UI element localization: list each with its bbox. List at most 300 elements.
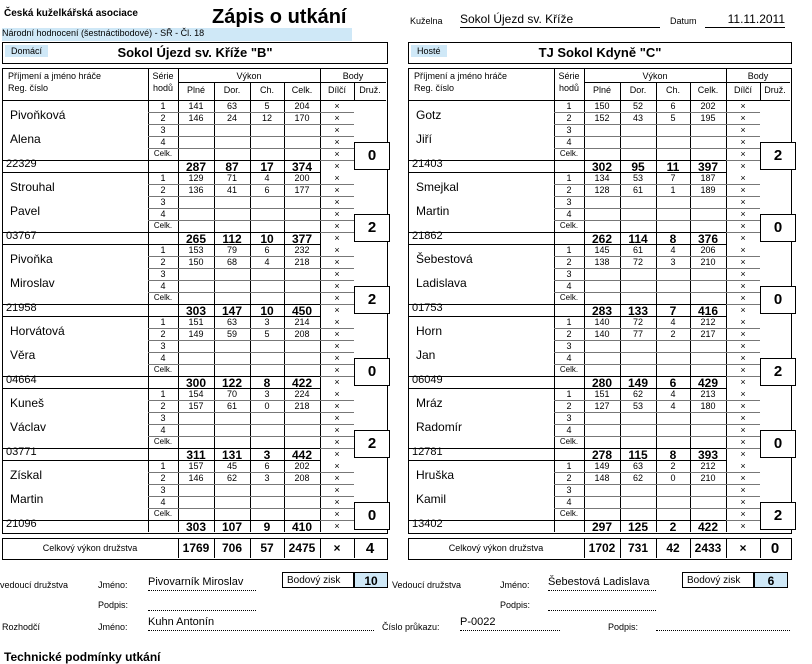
home-player-points: 0: [354, 358, 390, 386]
away-leader-name[interactable]: Šebestová Ladislava: [548, 576, 656, 591]
home-leader-signature[interactable]: [148, 596, 256, 611]
away-series-number: 4: [566, 353, 572, 363]
away-series-value: 1: [670, 185, 676, 195]
away-line: [408, 160, 554, 161]
away-series-value: 4: [670, 389, 676, 399]
referee-card-number[interactable]: P-0022: [460, 616, 560, 631]
referee-signature[interactable]: [656, 616, 790, 631]
home-series-number: 1: [160, 173, 166, 183]
away-player-total: 416: [697, 304, 719, 318]
home-series-value: 63: [226, 317, 237, 327]
home-series-value: 3: [264, 473, 270, 483]
away-player-firstname: Radomír: [416, 420, 463, 434]
home-series-value: 136: [188, 185, 204, 195]
away-player-total: 11: [666, 160, 680, 174]
home-partial-mark: ×: [334, 209, 340, 219]
home-series-header-2: hodů: [152, 83, 174, 93]
home-series-value: 157: [188, 401, 204, 411]
home-partial-mark: ×: [334, 185, 340, 195]
home-series-value: 200: [294, 173, 310, 183]
away-player-firstname: Jiří: [416, 132, 432, 146]
away-partial-mark: ×: [740, 377, 746, 387]
away-line: [408, 520, 554, 521]
home-series-value: 218: [294, 401, 310, 411]
home-partial-mark: ×: [334, 293, 340, 303]
home-series-number: 3: [160, 269, 166, 279]
away-player-total: 115: [628, 448, 648, 462]
home-line: [178, 82, 320, 83]
away-player-total: 429: [697, 376, 719, 390]
away-series-number: 3: [566, 197, 572, 207]
home-player-total: 303: [185, 304, 207, 318]
home-player-surname: Pivoňková: [10, 108, 66, 122]
away-series-value: 150: [594, 101, 610, 111]
home-player-total: 374: [291, 160, 313, 174]
home-series-value: 12: [261, 113, 272, 123]
home-partial-mark: ×: [334, 413, 340, 423]
referee-card-label: Číslo průkazu:: [382, 622, 440, 632]
away-series-number: 1: [566, 245, 572, 255]
home-player-total: 147: [221, 304, 243, 318]
away-partial-mark: ×: [740, 329, 746, 339]
away-series-number: 1: [566, 173, 572, 183]
home-series-number: 3: [160, 197, 166, 207]
away-partial-mark: ×: [740, 425, 746, 435]
away-series-total-label: Celk.: [559, 365, 579, 374]
away-series-number: 3: [566, 485, 572, 495]
venue-value[interactable]: Sokol Újezd sv. Kříže: [460, 12, 660, 28]
away-series-value: 72: [632, 257, 643, 267]
away-player-total: 302: [591, 160, 613, 174]
home-series-number: 1: [160, 389, 166, 399]
away-player-points: 2: [760, 142, 796, 170]
home-series-value: 6: [264, 461, 270, 471]
away-leader-signature[interactable]: [548, 596, 656, 611]
away-partial-mark: ×: [740, 221, 746, 231]
home-series-value: 214: [294, 317, 310, 327]
away-col-druz: Druž.: [764, 85, 786, 95]
referee-name-label: Jméno:: [98, 622, 128, 632]
away-partial-mark: ×: [740, 137, 746, 147]
home-series-value: 62: [226, 473, 237, 483]
home-series-number: 1: [160, 461, 166, 471]
venue-label: Kuželna: [410, 16, 443, 26]
home-series-number: 4: [160, 281, 166, 291]
away-series-number: 2: [566, 185, 572, 195]
away-partial-mark: ×: [740, 149, 746, 159]
away-series-value: 213: [700, 389, 716, 399]
home-team-tag: Domácí: [5, 45, 48, 57]
away-player-total: 393: [697, 448, 719, 462]
home-leader-name[interactable]: Pivovarník Miroslav: [148, 576, 256, 591]
home-player-total: 10: [260, 304, 274, 318]
away-total-label: Celkový výkon družstva: [448, 543, 544, 553]
away-player-total: 422: [697, 520, 719, 534]
home-player-reg: 21958: [6, 302, 37, 314]
home-series-value: 45: [226, 461, 237, 471]
home-series-number: 2: [160, 401, 166, 411]
away-line: [408, 376, 554, 377]
home-series-value: 5: [264, 329, 270, 339]
home-team-total-plne: 1769: [182, 541, 210, 555]
away-player-total: 95: [631, 160, 645, 174]
away-partial-mark: ×: [740, 293, 746, 303]
home-series-value: 63: [226, 101, 237, 111]
away-player-surname: Smejkal: [416, 180, 459, 194]
away-partial-mark: ×: [740, 473, 746, 483]
away-series-value: 43: [632, 113, 643, 123]
organization-name: Česká kuželkářská asociace: [4, 8, 138, 19]
away-team-header: [408, 42, 792, 64]
home-reg-header: Reg. číslo: [8, 83, 49, 93]
away-player-points: 2: [760, 358, 796, 386]
away-series-number: 1: [566, 389, 572, 399]
away-series-value: 189: [700, 185, 716, 195]
away-partial-mark: ×: [740, 281, 746, 291]
home-line: [2, 448, 148, 449]
home-series-value: 61: [226, 401, 237, 411]
away-player-total: 133: [627, 304, 649, 318]
home-series-value: 170: [294, 113, 310, 123]
home-partial-mark: ×: [334, 377, 340, 387]
referee-label: Rozhodčí: [2, 622, 41, 632]
home-series-value: 79: [226, 245, 237, 255]
away-line: [760, 82, 761, 100]
home-team-total-dor: 706: [221, 541, 243, 555]
home-series-value: 24: [226, 113, 237, 123]
away-team-total-celk: 2433: [694, 541, 722, 555]
away-partial-mark: ×: [740, 497, 746, 507]
home-series-value: 5: [264, 101, 270, 111]
home-player-reg: 22329: [6, 158, 37, 170]
home-partial-mark: ×: [334, 269, 340, 279]
home-partial-mark: ×: [334, 521, 340, 531]
home-player-total: 3: [263, 448, 271, 462]
away-series-value: 4: [670, 245, 676, 255]
away-leader-name-label: Jméno:: [500, 580, 530, 590]
away-player-firstname: Kamil: [416, 492, 447, 506]
home-col-druz: Druž.: [359, 85, 381, 95]
home-player-firstname: Miroslav: [10, 276, 55, 290]
away-team-total-mark: ×: [739, 541, 747, 555]
away-series-value: 61: [632, 245, 643, 255]
home-partial-mark: ×: [334, 245, 340, 255]
away-col-plne: Plné: [592, 85, 611, 95]
away-line: [584, 82, 726, 83]
home-series-value: 208: [294, 329, 310, 339]
home-player-firstname: Pavel: [10, 204, 41, 218]
home-player-firstname: Martin: [10, 492, 44, 506]
home-team-total-points: 4: [365, 540, 375, 557]
date-value[interactable]: 11.11.2011: [705, 12, 785, 28]
away-partial-mark: ×: [740, 113, 746, 123]
home-player-total: 131: [221, 448, 243, 462]
away-points-header: Body: [747, 71, 769, 81]
home-team-total-ch: 57: [260, 541, 274, 555]
away-partial-mark: ×: [740, 233, 746, 243]
home-player-points: 2: [354, 286, 390, 314]
home-partial-mark: ×: [334, 485, 340, 495]
home-series-value: 150: [188, 257, 204, 267]
home-player-total: 10: [260, 232, 274, 246]
home-line: [2, 520, 148, 521]
away-partial-mark: ×: [740, 185, 746, 195]
home-line: [2, 232, 148, 233]
away-performance-header: Výkon: [642, 71, 668, 81]
away-team-total-dor: 731: [627, 541, 649, 555]
home-col-celk: Celk.: [291, 85, 313, 95]
home-series-number: 4: [160, 497, 166, 507]
home-line: [320, 82, 386, 83]
away-partial-mark: ×: [740, 305, 746, 315]
away-series-header: Série: [558, 71, 580, 81]
home-player-total: 450: [291, 304, 313, 318]
away-partial-mark: ×: [740, 245, 746, 255]
home-series-value: 157: [188, 461, 204, 471]
away-series-number: 3: [566, 341, 572, 351]
away-team-total-ch: 42: [666, 541, 680, 555]
home-player-surname: Získal: [10, 468, 43, 482]
home-partial-mark: ×: [334, 101, 340, 111]
home-player-surname: Pivoňka: [10, 252, 53, 266]
away-col-dilci: Dílčí: [734, 85, 752, 95]
referee-signature-label: Podpis:: [608, 622, 639, 632]
away-series-value: 6: [670, 101, 676, 111]
home-partial-mark: ×: [334, 425, 340, 435]
away-player-firstname: Ladislava: [416, 276, 467, 290]
home-series-value: 177: [294, 185, 310, 195]
away-col-dor: Dor.: [629, 85, 647, 95]
home-team-total-celk: 2475: [288, 541, 316, 555]
home-player-firstname: Václav: [10, 420, 47, 434]
away-player-surname: Gotz: [416, 108, 442, 122]
home-series-total-label: Celk.: [153, 437, 173, 446]
home-points-gain-label: Bodový zisk: [282, 572, 354, 588]
away-line: [726, 82, 790, 83]
home-team-header: [2, 42, 388, 64]
away-series-value: 0: [670, 473, 676, 483]
home-player-points: 2: [354, 214, 390, 242]
away-partial-mark: ×: [740, 521, 746, 531]
home-series-value: 153: [188, 245, 204, 255]
away-partial-mark: ×: [740, 389, 746, 399]
home-series-value: 141: [188, 101, 204, 111]
home-series-total-label: Celk.: [153, 365, 173, 374]
away-series-number: 2: [566, 401, 572, 411]
away-player-reg: 21862: [412, 230, 443, 242]
away-player-firstname: Jan: [416, 348, 436, 362]
home-partial-mark: ×: [334, 233, 340, 243]
away-series-value: 149: [594, 461, 610, 471]
home-series-value: 202: [294, 461, 310, 471]
home-player-surname: Strouhal: [10, 180, 55, 194]
home-partial-mark: ×: [334, 329, 340, 339]
away-player-total: 280: [591, 376, 613, 390]
away-series-value: 212: [700, 461, 716, 471]
referee-name[interactable]: Kuhn Antonín: [148, 616, 374, 631]
away-partial-mark: ×: [740, 437, 746, 447]
away-player-firstname: Martin: [416, 204, 450, 218]
home-partial-mark: ×: [334, 497, 340, 507]
away-player-points: 0: [760, 430, 796, 458]
home-player-total: 422: [291, 376, 313, 390]
home-partial-mark: ×: [334, 305, 340, 315]
home-series-value: 6: [264, 245, 270, 255]
away-partial-mark: ×: [740, 197, 746, 207]
home-col-dor: Dor.: [223, 85, 241, 95]
away-player-total: 8: [669, 448, 677, 462]
home-series-value: 146: [188, 113, 204, 123]
away-series-value: 148: [594, 473, 610, 483]
home-partial-mark: ×: [334, 317, 340, 327]
home-points-header: Body: [342, 71, 364, 81]
away-player-total: 125: [627, 520, 649, 534]
away-series-value: 62: [632, 473, 643, 483]
home-name-header: Příjmení a jméno hráče: [8, 71, 102, 81]
away-name-header: Příjmení a jméno hráče: [414, 71, 508, 81]
away-series-value: 2: [670, 461, 676, 471]
away-series-value: 62: [632, 389, 643, 399]
home-leader-signature-label: Podpis:: [98, 600, 129, 610]
home-partial-mark: ×: [334, 281, 340, 291]
away-line: [408, 448, 554, 449]
away-series-value: 53: [632, 401, 643, 411]
away-team-tag: Hosté: [411, 45, 447, 57]
away-series-value: 210: [700, 257, 716, 267]
away-series-number: 4: [566, 425, 572, 435]
home-partial-mark: ×: [334, 341, 340, 351]
away-series-number: 2: [566, 329, 572, 339]
home-col-plne: Plné: [186, 85, 205, 95]
away-series-value: 134: [594, 173, 610, 183]
away-partial-mark: ×: [740, 161, 746, 171]
home-series-value: 0: [264, 401, 270, 411]
away-partial-mark: ×: [740, 509, 746, 519]
home-series-number: 3: [160, 125, 166, 135]
away-points-gain-label: Bodový zisk: [682, 572, 754, 588]
home-player-total: 87: [225, 160, 239, 174]
away-player-reg: 13402: [412, 518, 443, 530]
home-series-value: 4: [264, 173, 270, 183]
away-partial-mark: ×: [740, 269, 746, 279]
away-player-total: 262: [591, 232, 613, 246]
home-series-value: 232: [294, 245, 310, 255]
away-series-value: 7: [670, 173, 676, 183]
away-player-total: 376: [697, 232, 719, 246]
home-series-value: 204: [294, 101, 310, 111]
home-series-total-label: Celk.: [153, 149, 173, 158]
home-player-reg: 03771: [6, 446, 37, 458]
away-team-total-plne: 1702: [588, 541, 616, 555]
away-partial-mark: ×: [740, 365, 746, 375]
away-series-value: 61: [632, 185, 643, 195]
away-partial-mark: ×: [740, 461, 746, 471]
home-series-number: 3: [160, 341, 166, 351]
away-player-points: 0: [760, 286, 796, 314]
away-series-value: 128: [594, 185, 610, 195]
away-player-reg: 06049: [412, 374, 443, 386]
away-series-value: 140: [594, 329, 610, 339]
home-player-total: 122: [221, 376, 243, 390]
home-performance-header: Výkon: [236, 71, 262, 81]
home-player-total: 410: [291, 520, 313, 534]
away-series-total-label: Celk.: [559, 509, 579, 518]
away-partial-mark: ×: [740, 317, 746, 327]
home-partial-mark: ×: [334, 389, 340, 399]
away-series-value: 138: [594, 257, 610, 267]
home-partial-mark: ×: [334, 257, 340, 267]
away-series-number: 1: [566, 461, 572, 471]
away-series-number: 3: [566, 413, 572, 423]
home-series-total-label: Celk.: [153, 509, 173, 518]
away-series-value: 52: [632, 101, 643, 111]
away-series-number: 2: [566, 257, 572, 267]
home-player-total: 442: [291, 448, 313, 462]
away-series-number: 4: [566, 281, 572, 291]
home-series-value: 4: [264, 257, 270, 267]
home-player-total: 112: [222, 232, 242, 246]
home-partial-mark: ×: [334, 401, 340, 411]
home-series-value: 146: [188, 473, 204, 483]
away-player-surname: Mráz: [416, 396, 443, 410]
away-leader-signature-label: Podpis:: [500, 600, 531, 610]
home-series-number: 1: [160, 317, 166, 327]
away-series-value: 2: [670, 329, 676, 339]
home-partial-mark: ×: [334, 197, 340, 207]
home-series-value: 154: [188, 389, 204, 399]
home-player-total: 107: [221, 520, 243, 534]
away-player-reg: 01753: [412, 302, 443, 314]
away-series-number: 4: [566, 209, 572, 219]
away-player-total: 397: [697, 160, 719, 174]
away-player-points: 0: [760, 214, 796, 242]
away-series-number: 3: [566, 125, 572, 135]
home-series-number: 1: [160, 101, 166, 111]
away-series-number: 3: [566, 269, 572, 279]
away-partial-mark: ×: [740, 125, 746, 135]
home-player-surname: Horvátová: [10, 324, 65, 338]
date-label: Datum: [670, 16, 697, 26]
away-series-total-label: Celk.: [559, 149, 579, 158]
away-series-value: 210: [700, 473, 716, 483]
home-series-number: 2: [160, 473, 166, 483]
away-partial-mark: ×: [740, 209, 746, 219]
home-series-value: 6: [264, 185, 270, 195]
home-total-label: Celkový výkon družstva: [42, 543, 138, 553]
home-series-value: 149: [188, 329, 204, 339]
away-series-number: 1: [566, 317, 572, 327]
away-series-number: 4: [566, 137, 572, 147]
away-series-header-2: hodů: [558, 83, 580, 93]
away-player-total: 297: [591, 520, 613, 534]
away-series-value: 4: [670, 317, 676, 327]
away-partial-mark: ×: [740, 353, 746, 363]
away-player-total: 6: [669, 376, 677, 390]
home-col-ch: Ch.: [259, 85, 274, 95]
away-team-name: TJ Sokol Kdyně "C": [538, 45, 662, 60]
away-series-value: 187: [700, 173, 716, 183]
away-partial-mark: ×: [740, 449, 746, 459]
away-player-total: 278: [591, 448, 613, 462]
home-series-number: 4: [160, 209, 166, 219]
home-line: [354, 82, 355, 100]
away-series-value: 140: [594, 317, 610, 327]
home-partial-mark: ×: [334, 161, 340, 171]
home-player-firstname: Alena: [10, 132, 41, 146]
away-series-number: 2: [566, 473, 572, 483]
home-player-total: 311: [186, 448, 206, 462]
home-player-surname: Kuneš: [10, 396, 45, 410]
